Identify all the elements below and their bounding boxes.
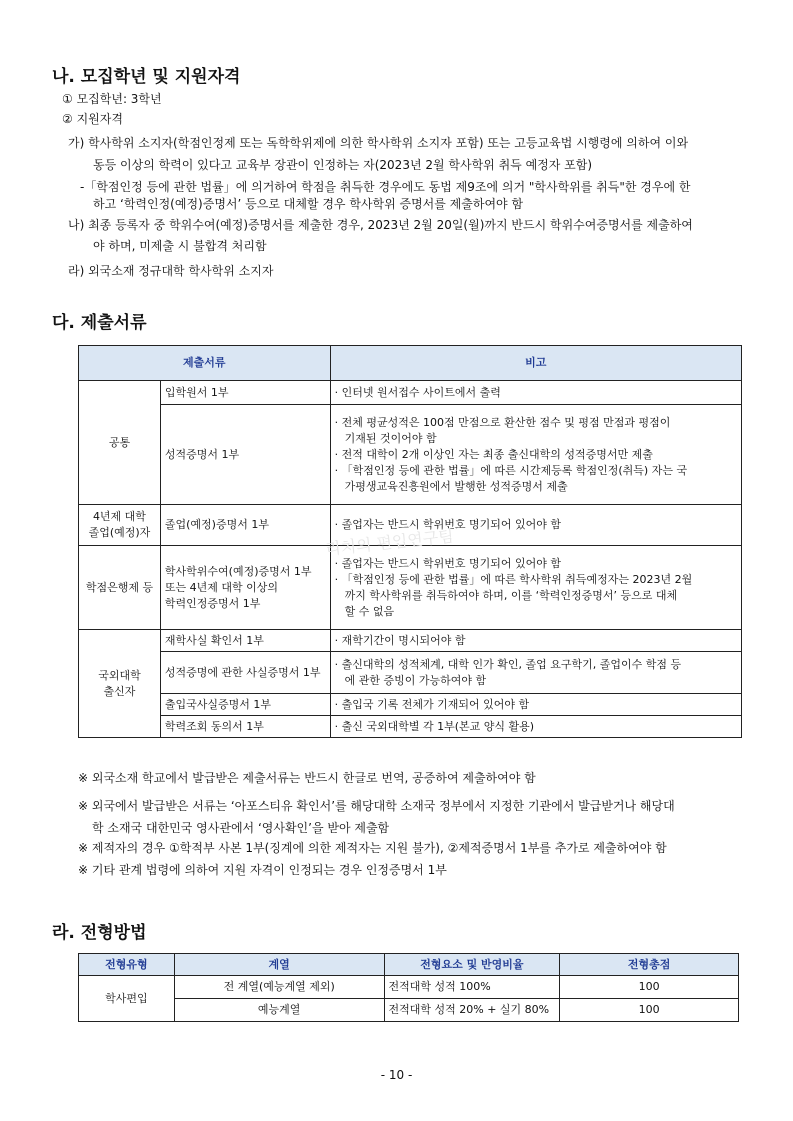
total-cell: 100 bbox=[560, 976, 739, 999]
note-line: · 전체 평균성적은 100점 만점으로 환산한 점수 및 평점 만점과 평점이 bbox=[334, 415, 671, 429]
doc-cell: 성적증명서 1부 bbox=[160, 405, 330, 505]
note-cell: · 출입국 기록 전체가 기재되어 있어야 함 bbox=[330, 694, 741, 716]
doc-line: 학력인정증명서 1부 bbox=[164, 596, 261, 610]
note-apostille-line2: 학 소재국 대한민국 영사관에서 ‘영사확인’을 받아 제출함 bbox=[92, 821, 390, 835]
note-line: 까지 학사학위를 취득하여야 하며, 이를 ‘학력인정증명서’ 등으로 대체 bbox=[344, 588, 678, 602]
table-row bbox=[79, 405, 742, 505]
group-credit-bank: 학점은행제 등 bbox=[79, 546, 161, 630]
group-label-line: 국외대학 bbox=[98, 668, 141, 682]
header-elements: 전형요소 및 반영비율 bbox=[384, 954, 560, 976]
table-row bbox=[79, 716, 742, 738]
doc-cell: 학력조회 동의서 1부 bbox=[160, 716, 330, 738]
table-row bbox=[79, 381, 742, 405]
table-row bbox=[79, 630, 742, 652]
series-cell: 예능계열 bbox=[174, 999, 384, 1022]
group-foreign bbox=[79, 630, 161, 738]
doc-line: 학사학위수여(예정)증명서 1부 bbox=[164, 564, 312, 578]
qual-ga-line2: 동등 이상의 학력이 있다고 교육부 장관이 인정하는 자(2023년 2월 학사학위 취득 예정자 포함) bbox=[93, 158, 593, 172]
qual-na-line2: 야 하며, 미제출 시 불합격 처리함 bbox=[93, 239, 267, 253]
note-line: 할 수 없음 bbox=[344, 604, 395, 618]
watermark: 리치의 편입연구팀 bbox=[324, 526, 455, 559]
doc-cell: 출입국사실증명서 1부 bbox=[160, 694, 330, 716]
note-apostille-line1: ※ 외국에서 발급받은 서류는 ‘아포스티유 확인서’를 해당대학 소재국 정부에서 지정한 기관에서 발급받거나 해당대 bbox=[78, 799, 675, 813]
note-cell bbox=[330, 546, 741, 630]
item-qualification: ② 지원자격 bbox=[62, 112, 123, 126]
doc-cell: 재학사실 확인서 1부 bbox=[160, 630, 330, 652]
qual-ga-line1: 가) 학사학위 소지자(학점인정제 또는 독학학위제에 의한 학사학위 소지자 포함) 또는 고등교육법 시행령에 의하여 이와 bbox=[68, 136, 689, 150]
qual-ra-line1: 라) 외국소재 정규대학 학사학위 소지자 bbox=[68, 264, 274, 278]
qual-ga-line3: -「학점인정 등에 관한 법률」에 의거하여 학점을 취득한 경우에도 동법 제9조에 의거 "학사학위를 취득"한 경우에 한 bbox=[80, 180, 691, 194]
note-line: · 전적 대학이 2개 이상인 자는 최종 출신대학의 성적증명서만 제출 bbox=[334, 447, 653, 461]
type-cell: 학사편입 bbox=[79, 976, 175, 1022]
note-cell: · 출신 국외대학별 각 1부(본교 양식 활용) bbox=[330, 716, 741, 738]
header-type: 전형유형 bbox=[79, 954, 175, 976]
table-row bbox=[79, 652, 742, 694]
selection-table bbox=[78, 953, 739, 1022]
note-cell: · 재학기간이 명시되어야 함 bbox=[330, 630, 741, 652]
page-number: - 10 - bbox=[380, 1068, 413, 1082]
series-cell: 전 계열(예능계열 제외) bbox=[174, 976, 384, 999]
doc-cell: 입학원서 1부 bbox=[160, 381, 330, 405]
table-row bbox=[79, 999, 739, 1022]
header-docs: 제출서류 bbox=[79, 346, 331, 381]
note-line: · 「학점인정 등에 관한 법률」에 따른 학사학위 취득예정자는 2023년 2월 bbox=[334, 572, 693, 586]
note-line: · 「학점인정 등에 관한 법률」에 따른 시간제등록 학점인정(취득) 자는 국 bbox=[334, 463, 688, 477]
group-common: 공통 bbox=[79, 381, 161, 505]
section-title-documents: 다. 제출서류 bbox=[52, 313, 147, 333]
section-title-selection: 라. 전형방법 bbox=[52, 923, 147, 943]
group-label-line: 4년제 대학 bbox=[92, 510, 146, 523]
note-translation: ※ 외국소재 학교에서 발급받은 제출서류는 반드시 한글로 번역, 공증하여 제출하여야 함 bbox=[78, 771, 536, 785]
group-label-line: 출신자 bbox=[103, 684, 136, 698]
qual-na-line1: 나) 최종 등록자 중 학위수여(예정)증명서를 제출한 경우, 2023년 2월 20일(월)까지 반드시 학위수여증명서를 제출하여 bbox=[68, 218, 693, 232]
note-line: 에 관한 증빙이 가능하여야 함 bbox=[344, 673, 487, 687]
table-row bbox=[79, 546, 742, 630]
header-series: 계열 bbox=[174, 954, 384, 976]
doc-line: 또는 4년제 대학 이상의 bbox=[164, 580, 279, 594]
elements-cell: 전적대학 성적 20% + 실기 80% bbox=[384, 999, 560, 1022]
header-note: 비고 bbox=[330, 346, 741, 381]
note-line: 기재된 것이어야 함 bbox=[344, 431, 437, 445]
total-cell: 100 bbox=[560, 999, 739, 1022]
note-line: 가평생교육진흥원에서 발행한 성적증명서 제출 bbox=[344, 479, 568, 493]
qual-ga-line4: 하고 ‘학력인정(예정)증명서’ 등으로 대체할 경우 학사학위 증명서를 제출하여야 함 bbox=[93, 197, 524, 211]
section-title-eligibility: 나. 모집학년 및 지원자격 bbox=[52, 67, 241, 87]
note-cell: · 인터넷 원서접수 사이트에서 출력 bbox=[330, 381, 741, 405]
table-row bbox=[79, 694, 742, 716]
doc-cell: 졸업(예정)증명서 1부 bbox=[160, 505, 330, 546]
note-cell bbox=[330, 405, 741, 505]
note-line: · 출신대학의 성적체계, 대학 인가 확인, 졸업 요구학기, 졸업이수 학점 등 bbox=[334, 657, 682, 671]
table-row bbox=[79, 976, 739, 999]
note-cell bbox=[330, 652, 741, 694]
header-total: 전형총점 bbox=[560, 954, 739, 976]
group-4yr bbox=[79, 505, 161, 546]
note-other: ※ 기타 관계 법령에 의하여 지원 자격이 인정되는 경우 인정증명서 1부 bbox=[78, 863, 447, 877]
group-label-line: 졸업(예정)자 bbox=[88, 526, 151, 539]
doc-cell bbox=[160, 546, 330, 630]
note-expelled: ※ 제적자의 경우 ①학적부 사본 1부(징계에 의한 제적자는 지원 불가), ②제적증명서 1부를 추가로 제출하여야 함 bbox=[78, 841, 667, 855]
note-cell: · 졸업자는 반드시 학위번호 명기되어 있어야 함 bbox=[330, 505, 741, 546]
note-line: · 졸업자는 반드시 학위번호 명기되어 있어야 함 bbox=[334, 556, 561, 570]
elements-cell: 전적대학 성적 100% bbox=[384, 976, 560, 999]
doc-cell: 성적증명에 관한 사실증명서 1부 bbox=[160, 652, 330, 694]
item-grade: ① 모집학년: 3학년 bbox=[62, 92, 162, 106]
